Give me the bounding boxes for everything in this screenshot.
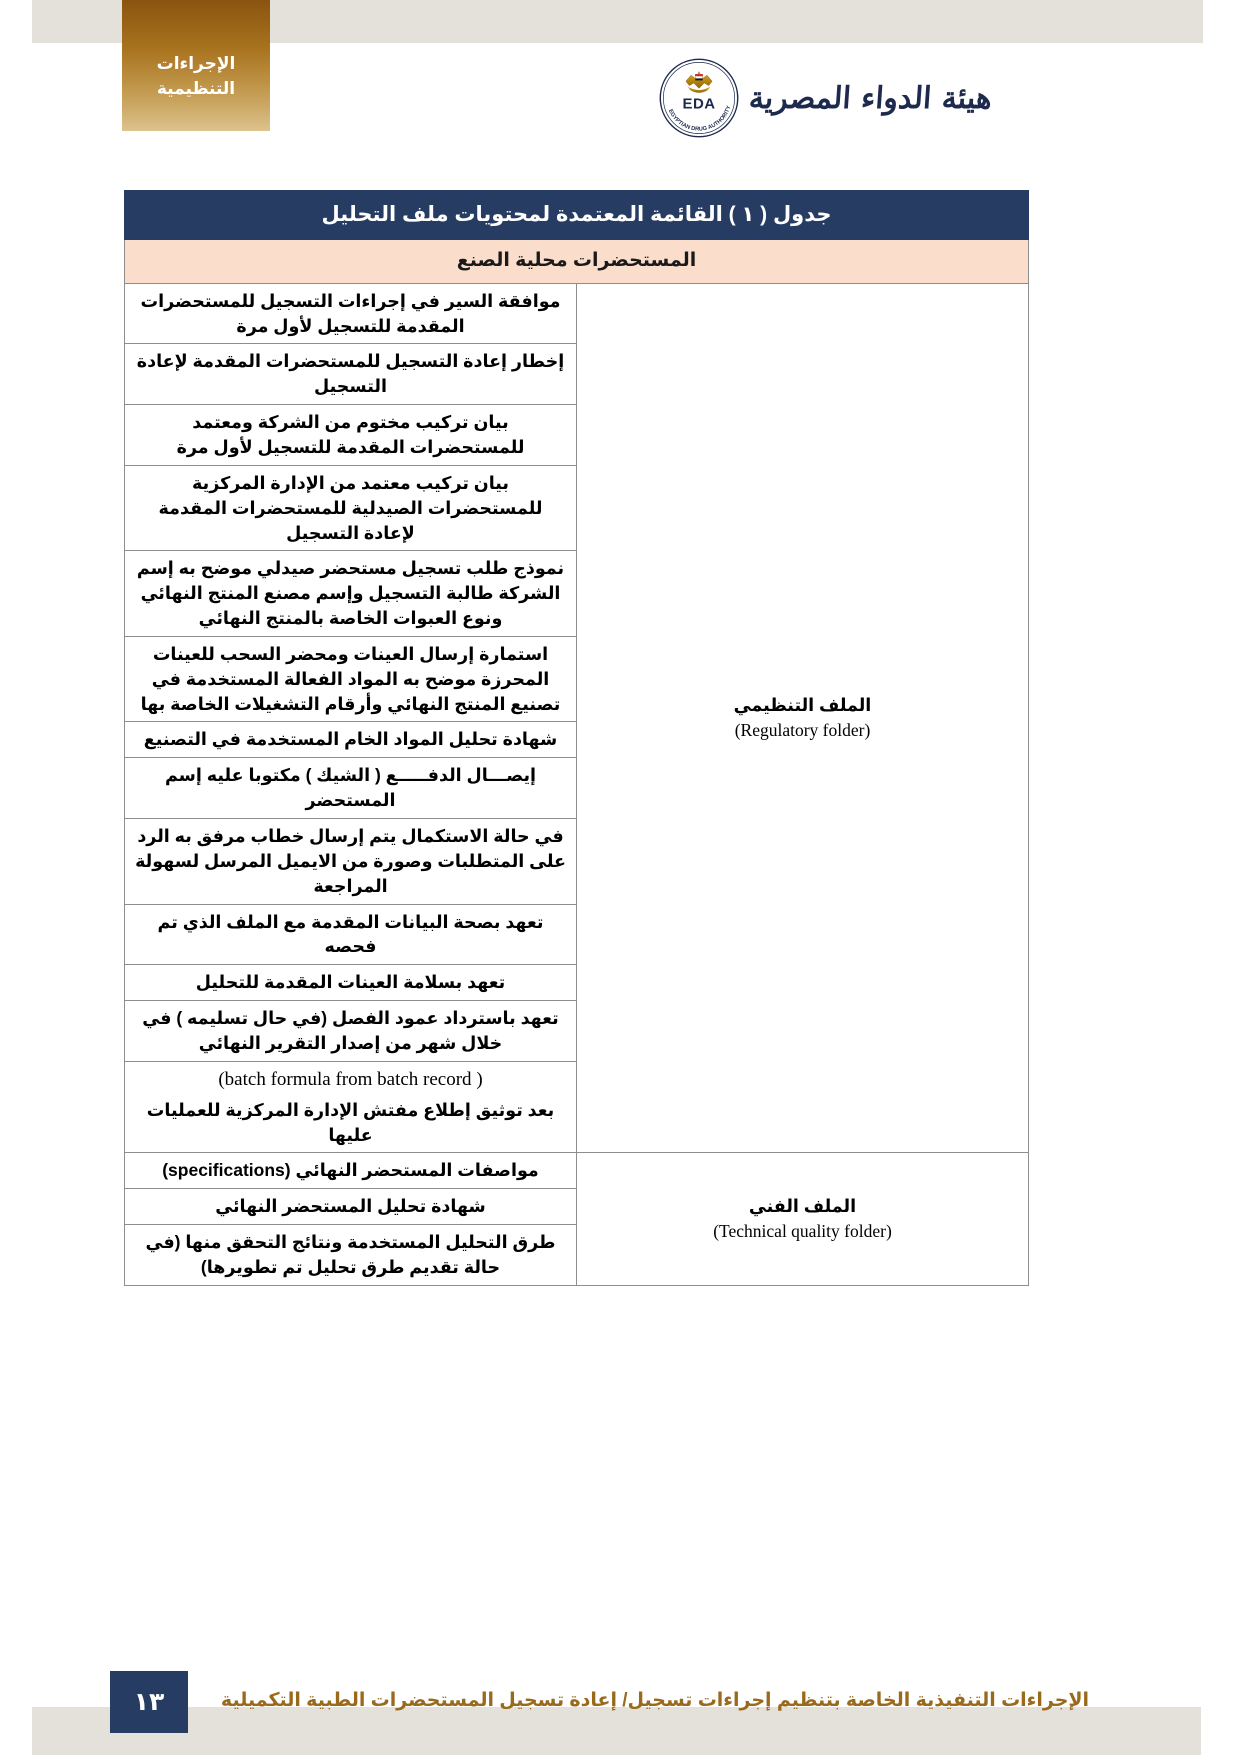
table-title-row — [125, 191, 1029, 240]
eda-seal-icon — [655, 54, 743, 142]
table-subtitle: المستحضرات محلية الصنع — [125, 239, 1029, 283]
table-body — [125, 191, 1029, 1286]
requirement-item: تعهد بصحة البيانات المقدمة مع الملف الذي تم فحصه — [125, 904, 577, 965]
requirement-item: شهادة تحليل المستحضر النهائي — [125, 1189, 577, 1225]
requirement-item: في حالة الاستكمال يتم إرسال خطاب مرفق به الرد على المتطلبات وصورة من الايميل المرسل لسهولة المراجعة — [125, 818, 577, 904]
section-tab — [122, 0, 270, 131]
top-band-left-margin — [0, 0, 32, 43]
batch-formula-latin-text: ( batch formula from batch record) — [218, 1068, 483, 1090]
top-band-right-margin — [1203, 0, 1241, 43]
footer-title-text: الإجراءات التنفيذية الخاصة بتنظيم إجراءات تسجيل/ إعادة تسجيل المستحضرات الطبية التكميلية — [220, 1690, 1090, 1712]
requirement-item: إيصـــال الدفـــــع ( الشيك ) مكتوبا عليه إسم المستحضر — [125, 758, 577, 819]
requirement-item: تعهد بسلامة العينات المقدمة للتحليل — [125, 965, 577, 1001]
requirement-item: موافقة السير في إجراءات التسجيل للمستحضرات المقدمة للتسجيل لأول مرة — [125, 283, 577, 344]
requirement-item: مواصفات المستحضر النهائي (specifications) — [125, 1153, 577, 1189]
section-tab-label-line1: الإجراءات — [156, 53, 236, 73]
section-tab-label-line2: التنظيمية — [156, 78, 236, 98]
requirement-item: شهادة تحليل المواد الخام المستخدمة في التصنيع — [125, 722, 577, 758]
folder-label-en: (Technical quality folder) — [713, 1221, 892, 1242]
requirement-item-batch-formula — [125, 1061, 577, 1153]
svg-text:EGYPTIAN DRUG AUTHORITY: EGYPTIAN DRUG AUTHORITY — [666, 105, 733, 133]
requirement-item: نموذج طلب تسجيل مستحضر صيدلي موضح به إسم الشركة طالبة التسجيل وإسم مصنع المنتج النهائي ونوع العبوات الخاصة بالمنتج النهائي — [125, 551, 577, 637]
requirement-item: بيان تركيب مختوم من الشركة ومعتمد للمستحضرات المقدمة للتسجيل لأول مرة — [125, 405, 577, 466]
folder-label-ar: الملف الفني — [748, 1196, 857, 1217]
footer-band-right-margin — [1201, 1707, 1241, 1755]
folder-label-technical — [577, 1153, 1029, 1285]
header-logo-block — [655, 44, 994, 152]
batch-formula-note-ar: بعد توثيق إطلاع مفتش الإدارة المركزية للعمليات عليها — [146, 1099, 555, 1145]
requirement-item: تعهد باسترداد عمود الفصل (في حال تسليمه ) في خلال شهر من إصدار التقرير النهائي — [125, 1001, 577, 1062]
footer-band-left-margin — [0, 1707, 32, 1755]
requirement-item: بيان تركيب معتمد من الإدارة المركزية للمستحضرات الصيدلية للمستحضرات المقدمة لإعادة التسجيل — [125, 465, 577, 551]
folder-label-ar: الملف التنظيمي — [733, 695, 872, 716]
folder-label-en: (Regulatory folder) — [734, 720, 871, 741]
authority-name-calligraphy: هيئة الدواء المصرية — [747, 80, 994, 116]
svg-text:EDA: EDA — [682, 95, 716, 113]
page-number-badge: ١٣ — [110, 1671, 188, 1733]
requirement-item: إخطار إعادة التسجيل للمستحضرات المقدمة لإعادة التسجيل — [125, 344, 577, 405]
approved-analysis-file-contents-table — [124, 190, 1029, 1286]
folder-label-regulatory — [577, 283, 1029, 1153]
table-row — [125, 1153, 1029, 1189]
table-title: جدول ( ١ ) القائمة المعتمدة لمحتويات ملف التحليل — [125, 191, 1029, 240]
requirement-item: استمارة إرسال العينات ومحضر السحب للعينات المحرزة موضح به المواد الفعالة المستخدمة في تصنيع المنتج النهائي وأرقام التشغيلات الخاصة بها — [125, 636, 577, 722]
requirement-item: طرق التحليل المستخدمة ونتائج التحقق منها (في حالة تقديم طرق تحليل تم تطويرها) — [125, 1225, 577, 1286]
table-subtitle-row — [125, 239, 1029, 283]
table-row — [125, 283, 1029, 344]
